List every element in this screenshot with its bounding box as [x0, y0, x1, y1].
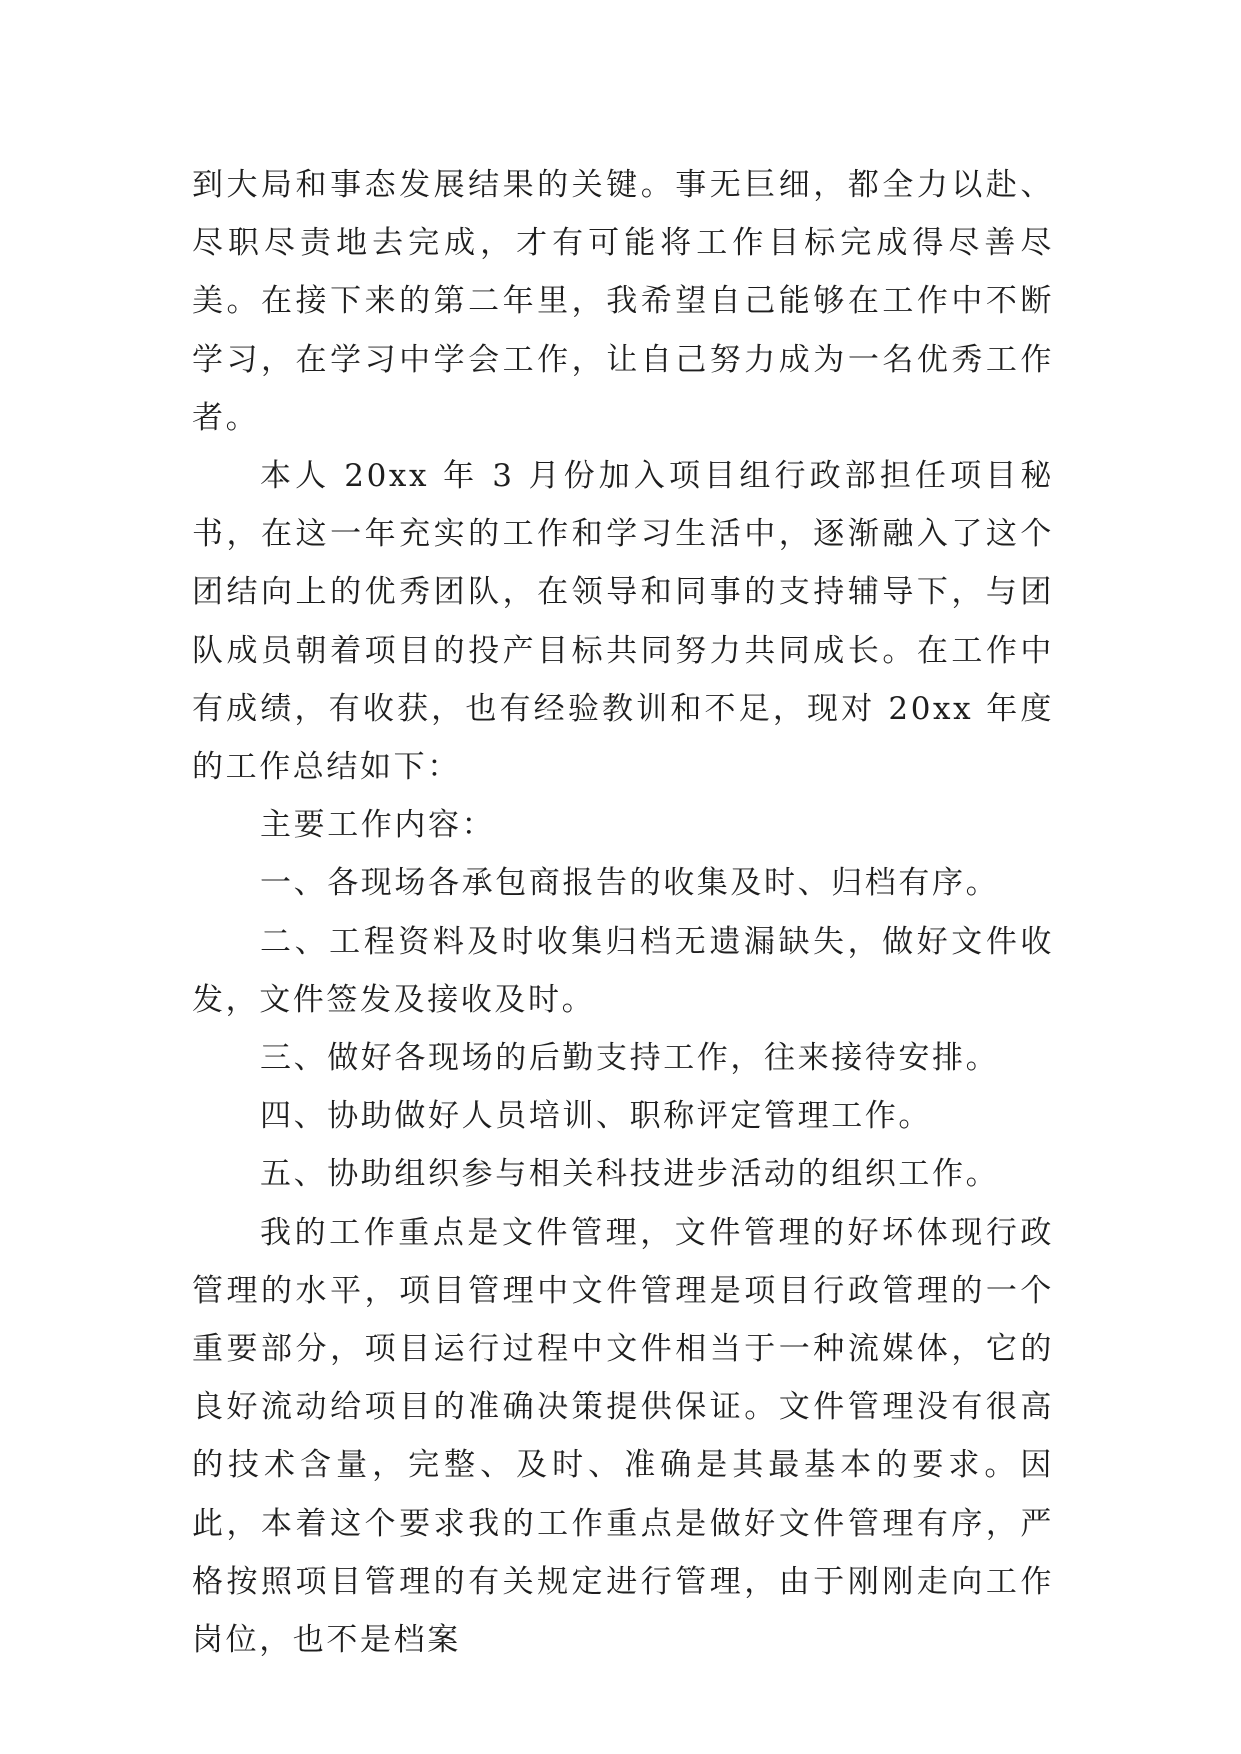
paragraph-1: 到大局和事态发展结果的关键。事无巨细，都全力以赴、尽职尽责地去完成，才有可能将工作目标完成得尽善尽美。在接下来的第二年里，我希望自己能够在工作中不断学习，在学习中学会工作，让自己努力成为一名优秀工作者。 — [192, 167, 1054, 436]
paragraph-7: 四、协助做好人员培训、职称评定管理工作。 — [260, 1098, 932, 1135]
paragraph-5: 二、工程资料及时收集归档无遗漏缺失，做好文件收发，文件签发及接收及时。 — [192, 923, 1054, 1018]
paragraph-4: 一、各现场各承包商报告的收集及时、归档有序。 — [260, 865, 1000, 902]
paragraph-2: 本人 20xx 年 3 月份加入项目组行政部担任项目秘书，在这一年充实的工作和学习生活中，逐渐融入了这个团结向上的优秀团队，在领导和同事的支持辅导下，与团队成员朝着项目的投产目标共同努力共同成长。在工作中有成绩，有收获，也有经验教训和不足，现对 20xx 年度的工作总结如下： — [192, 458, 1054, 786]
paragraph-3: 主要工作内容： — [260, 807, 496, 844]
document-body — [192, 156, 1054, 1669]
paragraph-8: 五、协助组织参与相关科技进步活动的组织工作。 — [260, 1156, 1000, 1193]
paragraph-6: 三、做好各现场的后勤支持工作，往来接待安排。 — [260, 1040, 1000, 1077]
paragraph-9: 我的工作重点是文件管理，文件管理的好坏体现行政管理的水平，项目管理中文件管理是项目行政管理的一个重要部分，项目运行过程中文件相当于一种流媒体，它的良好流动给项目的准确决策提供保证。文件管理没有很高的技术含量，完整、及时、准确是其最基本的要求。因此，本着这个要求我的工作重点是做好文件管理有序，严格按照项目管理的有关规定进行管理，由于刚刚走向工作岗位，也不是档案 — [192, 1214, 1054, 1659]
